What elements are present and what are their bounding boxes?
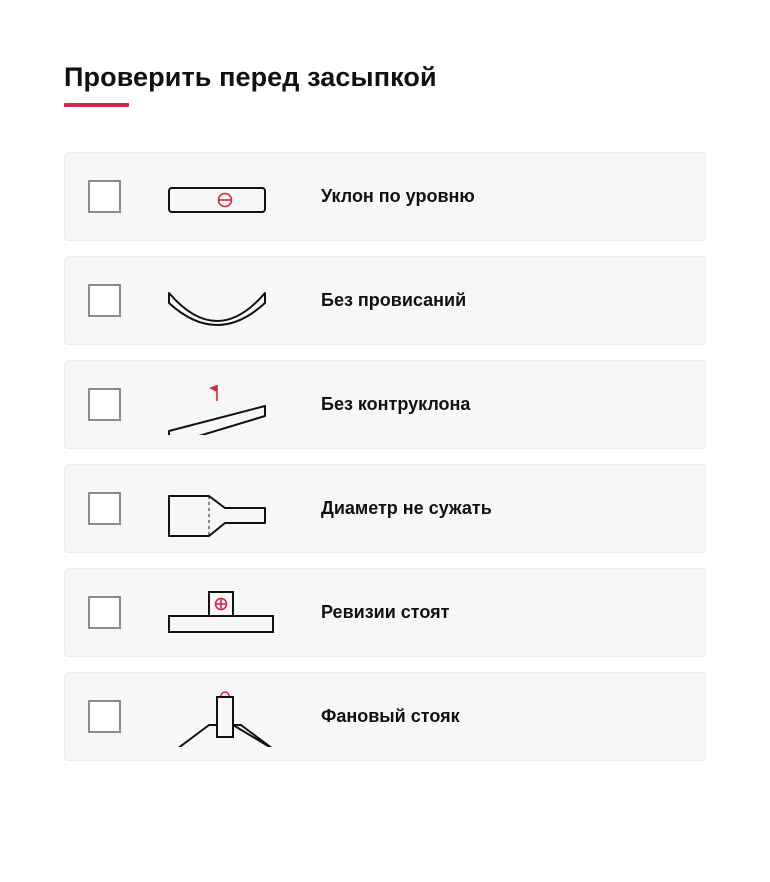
- checklist-item-label: Диаметр не сужать: [321, 498, 492, 518]
- checklist-item-diameter[interactable]: [64, 464, 706, 553]
- spirit-level-icon: [161, 167, 285, 227]
- checkbox[interactable]: [88, 492, 121, 525]
- inspection-hatch-icon: [161, 583, 285, 643]
- title-underline: [64, 103, 129, 107]
- page-title: Проверить перед засыпкой: [64, 62, 437, 92]
- checkbox[interactable]: [88, 284, 121, 317]
- checkbox[interactable]: [88, 388, 121, 421]
- vent-stack-icon: [161, 687, 285, 747]
- checkbox[interactable]: [88, 596, 121, 629]
- checklist-item-label: Уклон по уровню: [321, 186, 475, 206]
- reverse-slope-icon: [161, 375, 285, 435]
- checklist-item-label: Без контруклона: [321, 394, 471, 414]
- checklist: [64, 152, 706, 776]
- checklist-item-label: Без провисаний: [321, 290, 467, 310]
- checklist-item-slope[interactable]: [64, 152, 706, 241]
- checklist-item-no-sag[interactable]: [64, 256, 706, 345]
- checklist-item-inspection[interactable]: [64, 568, 706, 657]
- checklist-item-label: Фановый стояк: [321, 706, 460, 726]
- checklist-item-label: Ревизии стоят: [321, 602, 450, 622]
- pipe-reducer-icon: [161, 479, 285, 539]
- checkbox[interactable]: [88, 180, 121, 213]
- checklist-item-no-reverse-slope[interactable]: [64, 360, 706, 449]
- checklist-item-vent-stack[interactable]: [64, 672, 706, 761]
- checkbox[interactable]: [88, 700, 121, 733]
- sagging-pipe-icon: [161, 271, 285, 331]
